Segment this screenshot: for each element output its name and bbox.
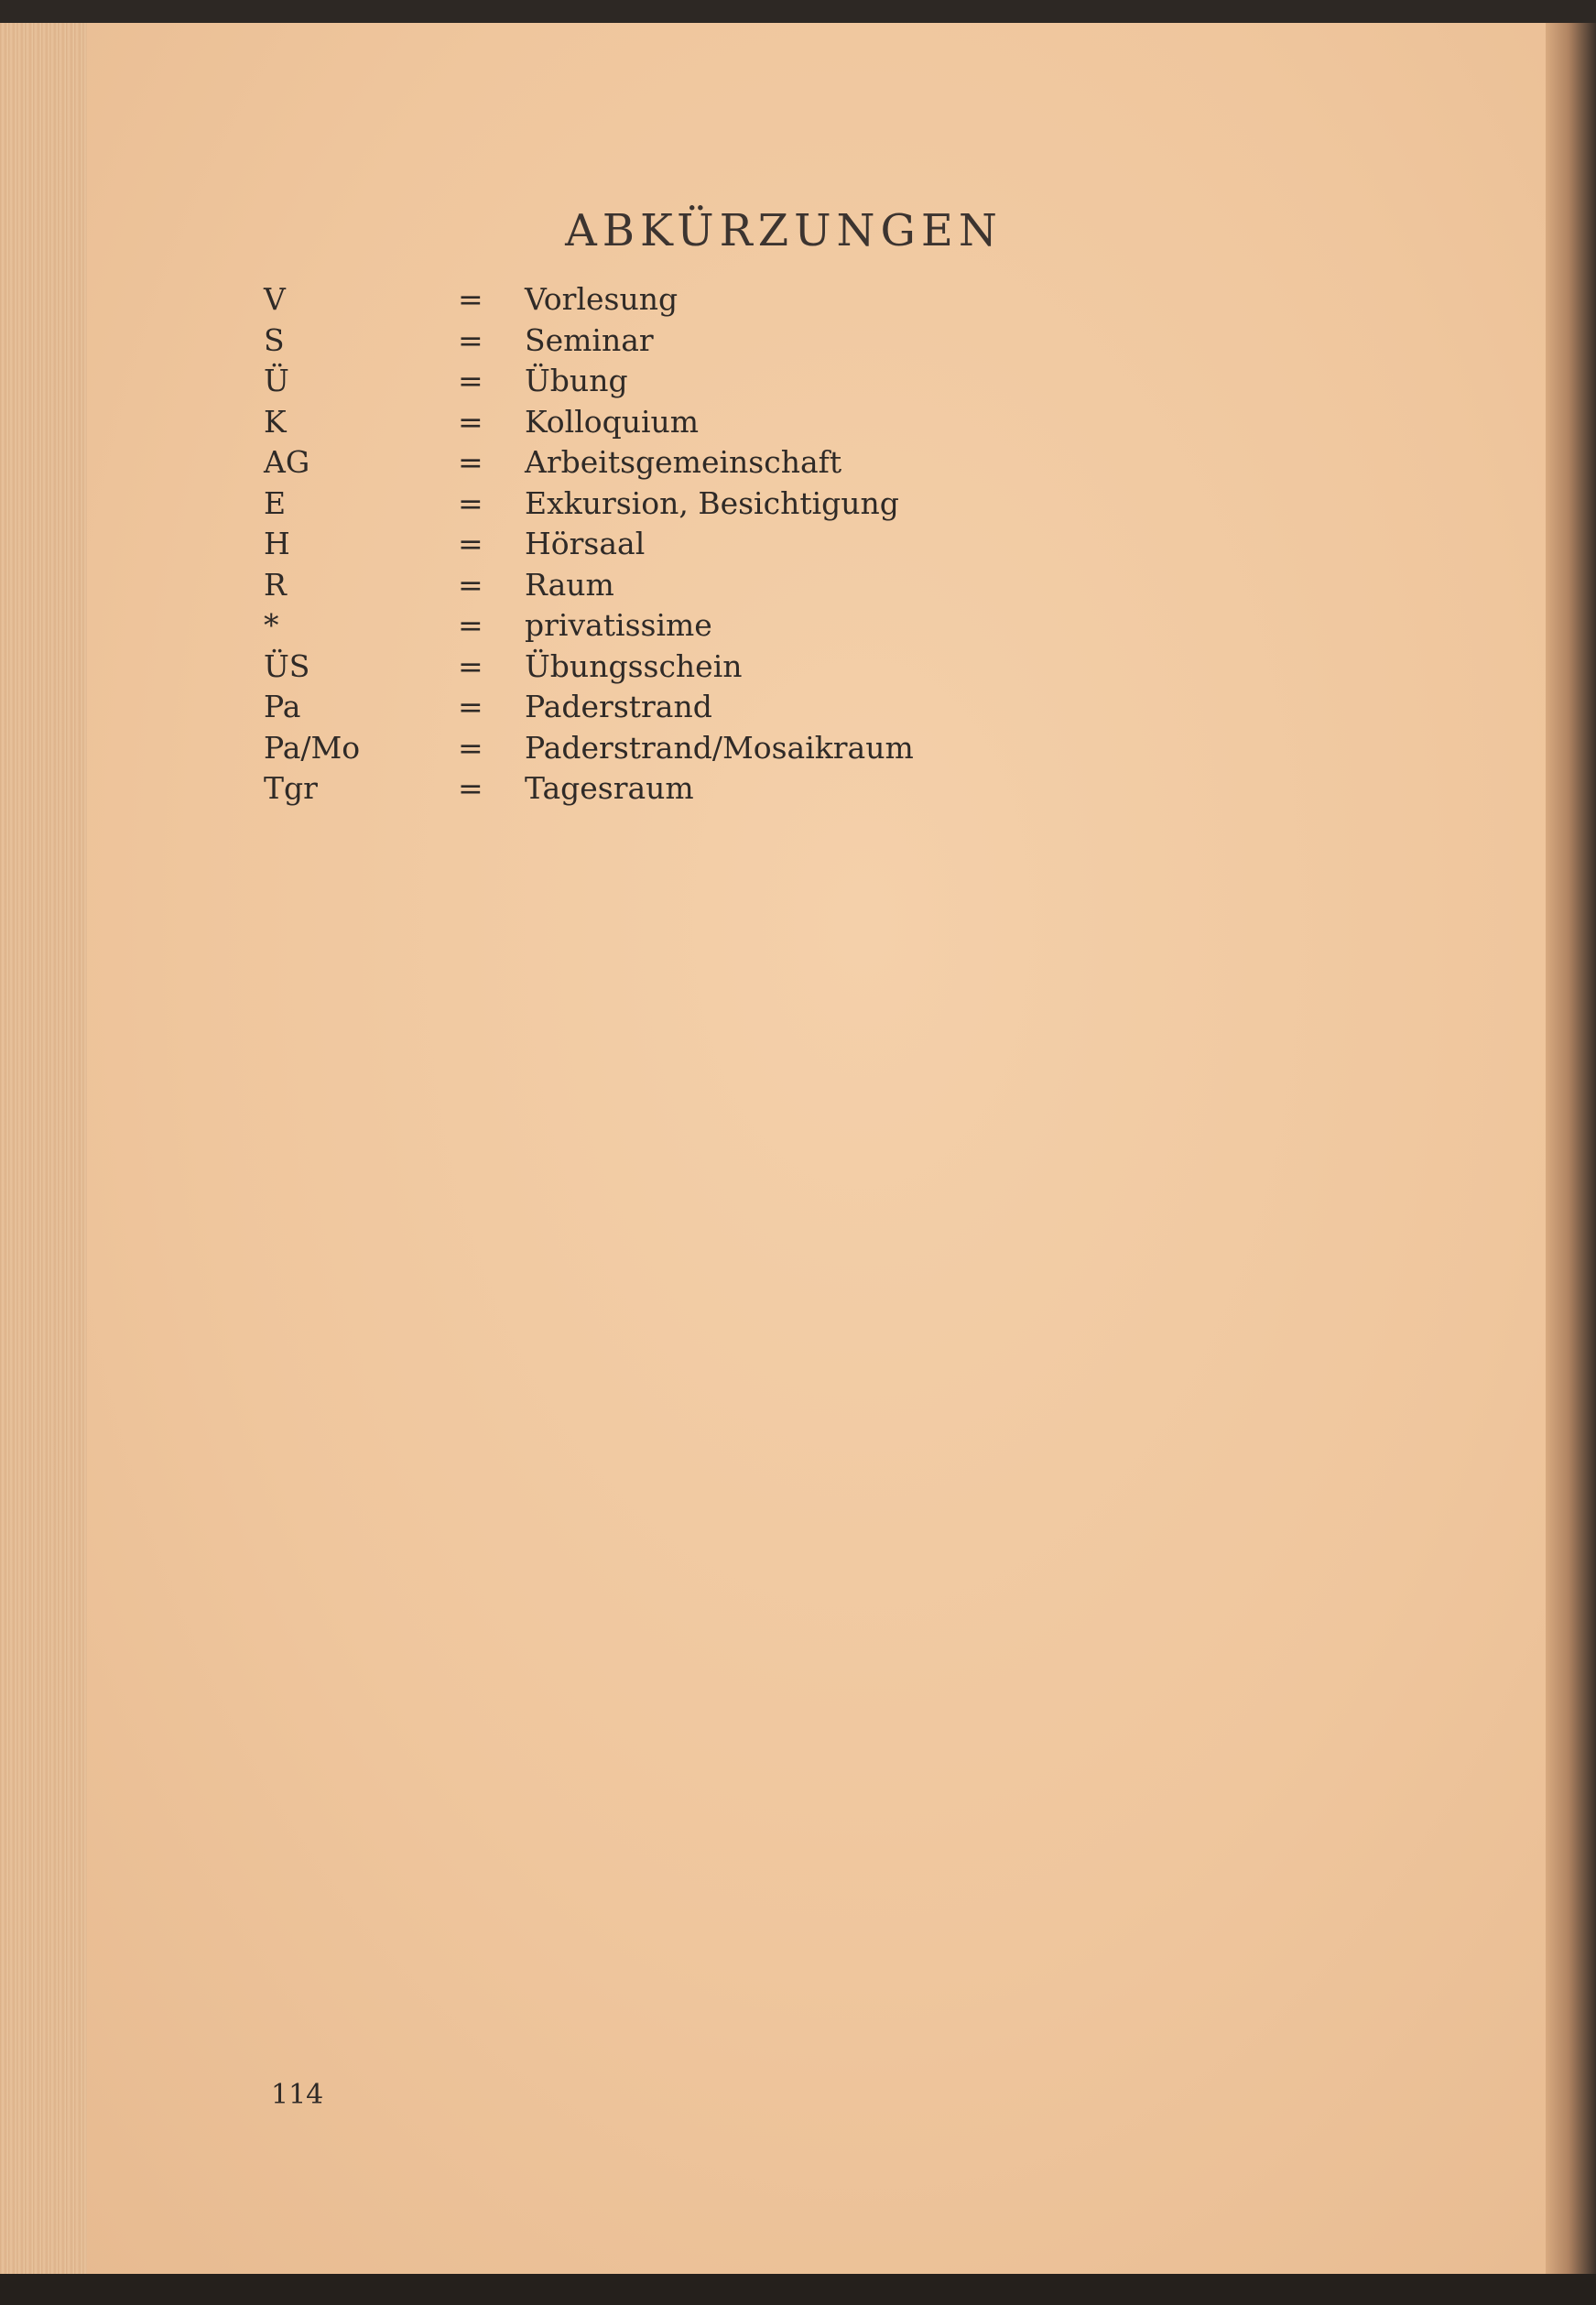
equals-sign: = bbox=[458, 689, 483, 724]
binding-shadow bbox=[1546, 23, 1596, 2274]
page-number: 114 bbox=[271, 2079, 324, 2111]
equals-sign: = bbox=[458, 484, 483, 521]
abbreviation-meaning: Seminar bbox=[525, 321, 654, 358]
abbreviation-meaning: Hörsaal bbox=[525, 526, 646, 561]
scan-bottom-border bbox=[0, 2274, 1596, 2305]
scan-top-border bbox=[0, 0, 1596, 23]
equals-sign: = bbox=[458, 607, 483, 643]
abbreviation-key: E bbox=[264, 484, 287, 521]
abbreviation-meaning: Tagesraum bbox=[525, 770, 694, 806]
equals-sign: = bbox=[458, 729, 483, 766]
abbreviation-key: * bbox=[264, 607, 279, 643]
equals-sign: = bbox=[458, 281, 483, 317]
paper-page bbox=[0, 23, 1568, 2274]
equals-sign: = bbox=[458, 770, 483, 806]
equals-sign: = bbox=[458, 321, 483, 358]
equals-sign: = bbox=[458, 363, 483, 398]
abbreviation-key: Pa/Mo bbox=[264, 729, 361, 766]
equals-sign: = bbox=[458, 526, 483, 561]
abbreviation-key: AG bbox=[264, 444, 310, 480]
abbreviation-meaning: Vorlesung bbox=[525, 281, 679, 317]
abbreviation-meaning: Kolloquium bbox=[525, 403, 700, 440]
abbreviation-meaning: Übung bbox=[525, 363, 628, 398]
abbreviation-key: R bbox=[264, 566, 287, 603]
abbreviation-key: S bbox=[264, 321, 285, 358]
abbreviation-key: V bbox=[264, 281, 286, 317]
abbreviation-meaning: Exkursion, Besichtigung bbox=[525, 484, 899, 521]
page-title: ABKÜRZUNGEN bbox=[565, 205, 1003, 257]
abbreviation-key: Ü bbox=[264, 363, 289, 398]
abbreviation-key: H bbox=[264, 526, 290, 561]
abbreviation-meaning: Paderstrand bbox=[525, 689, 712, 724]
abbreviation-key: K bbox=[264, 403, 287, 440]
abbreviation-meaning: Übungsschein bbox=[525, 647, 743, 684]
abbreviation-meaning: Raum bbox=[525, 566, 614, 603]
equals-sign: = bbox=[458, 403, 483, 440]
equals-sign: = bbox=[458, 444, 483, 480]
abbreviation-meaning: Paderstrand/Mosaikraum bbox=[525, 729, 914, 766]
abbreviation-meaning: privatissime bbox=[525, 607, 712, 643]
abbreviation-key: ÜS bbox=[264, 647, 310, 684]
equals-sign: = bbox=[458, 566, 483, 603]
abbreviation-meaning: Arbeitsgemeinschaft bbox=[525, 444, 842, 480]
abbreviation-key: Pa bbox=[264, 689, 301, 724]
abbreviation-key: Tgr bbox=[264, 770, 318, 806]
equals-sign: = bbox=[458, 647, 483, 684]
page-edges bbox=[0, 23, 87, 2274]
